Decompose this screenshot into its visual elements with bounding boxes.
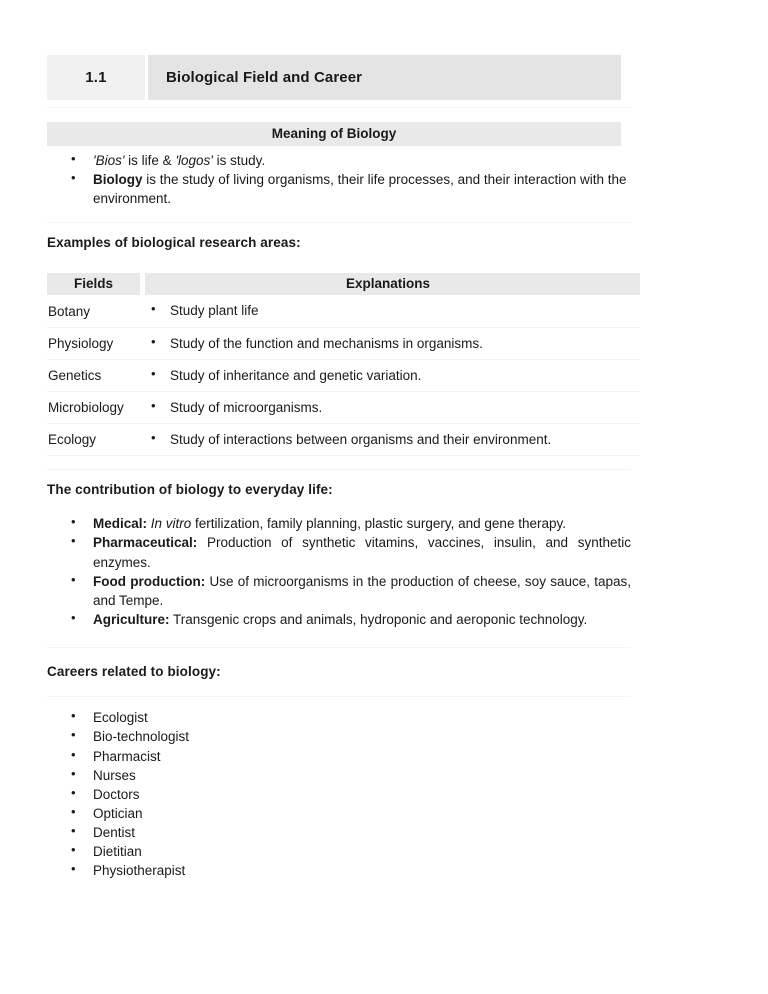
list-item	[47, 151, 631, 170]
explanation-bullet: • Study of the function and mechanisms in organisms.	[145, 334, 631, 353]
careers-heading: Careers related to biology:	[47, 664, 221, 680]
cell-explanation	[145, 391, 640, 423]
career-name: Nurses	[93, 767, 136, 783]
career-name: Dentist	[93, 825, 136, 841]
research-areas-table-body	[47, 295, 640, 455]
meaning-of-biology-list	[47, 151, 631, 208]
contribution-text: Production of synthetic vitamins, vaccines, insulin, and synthetic enzymes.	[93, 535, 631, 570]
table-row	[47, 391, 640, 423]
rule-above-careers-heading	[47, 647, 631, 648]
meaning-item-0-d: is study.	[212, 153, 266, 168]
cell-explanation	[145, 327, 640, 359]
meaning-item-0-b: is life &	[124, 153, 176, 168]
contribution-label: Food production:	[93, 573, 206, 589]
meaning-item-1-b: is the study of living organisms, their life processes, and their interaction with the environment.	[93, 172, 627, 207]
career-name: Physiotherapist	[93, 863, 186, 879]
list-item	[47, 727, 631, 746]
cell-explanation	[145, 424, 640, 456]
explanation-bullet: • Study of microorganisms.	[145, 398, 631, 417]
section-title: Biological Field and Career	[148, 55, 621, 100]
career-name: Bio-technologist	[93, 729, 190, 745]
list-item	[47, 514, 631, 533]
table-row	[47, 327, 640, 359]
section-title-bar	[47, 55, 621, 100]
list-item	[47, 747, 631, 766]
table-row	[47, 424, 640, 456]
contribution-label: Pharmaceutical:	[93, 535, 198, 551]
contribution-text-b: fertilization, family planning, plastic surgery, and gene therapy.	[191, 516, 566, 532]
contribution-text-a: In vitro	[147, 516, 192, 532]
contribution-label: Agriculture:	[93, 612, 170, 628]
contribution-heading: The contribution of biology to everyday life:	[47, 482, 333, 498]
table-row	[47, 295, 640, 327]
rule-below-careers-heading	[47, 696, 631, 697]
cell-field: Genetics	[48, 367, 102, 383]
meaning-of-biology-band: Meaning of Biology	[47, 122, 621, 146]
career-name: Doctors	[93, 786, 140, 802]
list-item	[47, 823, 631, 842]
explanation-bullet: • Study of interactions between organisms and their environment.	[145, 430, 560, 449]
career-name: Optician	[93, 805, 143, 821]
contribution-text: Transgenic crops and animals, hydroponic and aeroponic technology.	[169, 612, 588, 628]
cell-field: Ecology	[48, 432, 97, 448]
cell-explanation	[145, 295, 640, 327]
meaning-item-1-a: Biology	[93, 172, 143, 188]
column-header-explanations: Explanations	[145, 273, 640, 295]
explanation-bullet: • Study plant life	[145, 301, 631, 320]
cell-field: Physiology	[48, 335, 114, 351]
career-name: Ecologist	[93, 710, 148, 726]
list-item	[47, 572, 631, 610]
explanation-bullet: • Study of inheritance and genetic variation.	[145, 366, 631, 385]
research-areas-heading: Examples of biological research areas:	[47, 235, 301, 251]
section-number: 1.1	[47, 55, 145, 100]
column-header-fields: Fields	[47, 273, 140, 295]
rule-above-research-heading	[47, 222, 631, 223]
list-item	[47, 766, 631, 785]
table-header-row	[47, 273, 640, 295]
list-item	[47, 170, 631, 208]
list-item	[47, 610, 631, 629]
meaning-item-0-a: 'Bios'	[93, 153, 125, 168]
cell-field: Botany	[48, 303, 91, 319]
table-row	[47, 359, 640, 391]
document-content	[47, 0, 631, 881]
meaning-item-0-c: 'logos'	[175, 153, 213, 168]
career-name: Pharmacist	[93, 748, 161, 764]
cell-explanation	[145, 359, 640, 391]
research-areas-table	[47, 273, 640, 456]
list-item	[47, 533, 631, 571]
contribution-list	[47, 514, 631, 629]
list-item	[47, 804, 631, 823]
rule-below-table	[47, 469, 631, 470]
cell-field: Microbiology	[48, 400, 124, 416]
contribution-text: Use of microorganisms in the production of cheese, soy sauce, tapas, and Tempe.	[93, 573, 632, 608]
list-item	[47, 708, 631, 727]
contribution-label: Medical:	[93, 516, 148, 532]
rule-below-title	[47, 107, 631, 108]
list-item	[47, 861, 631, 880]
careers-list	[47, 708, 631, 880]
list-item	[47, 785, 631, 804]
career-name: Dietitian	[93, 844, 142, 860]
list-item	[47, 842, 631, 861]
